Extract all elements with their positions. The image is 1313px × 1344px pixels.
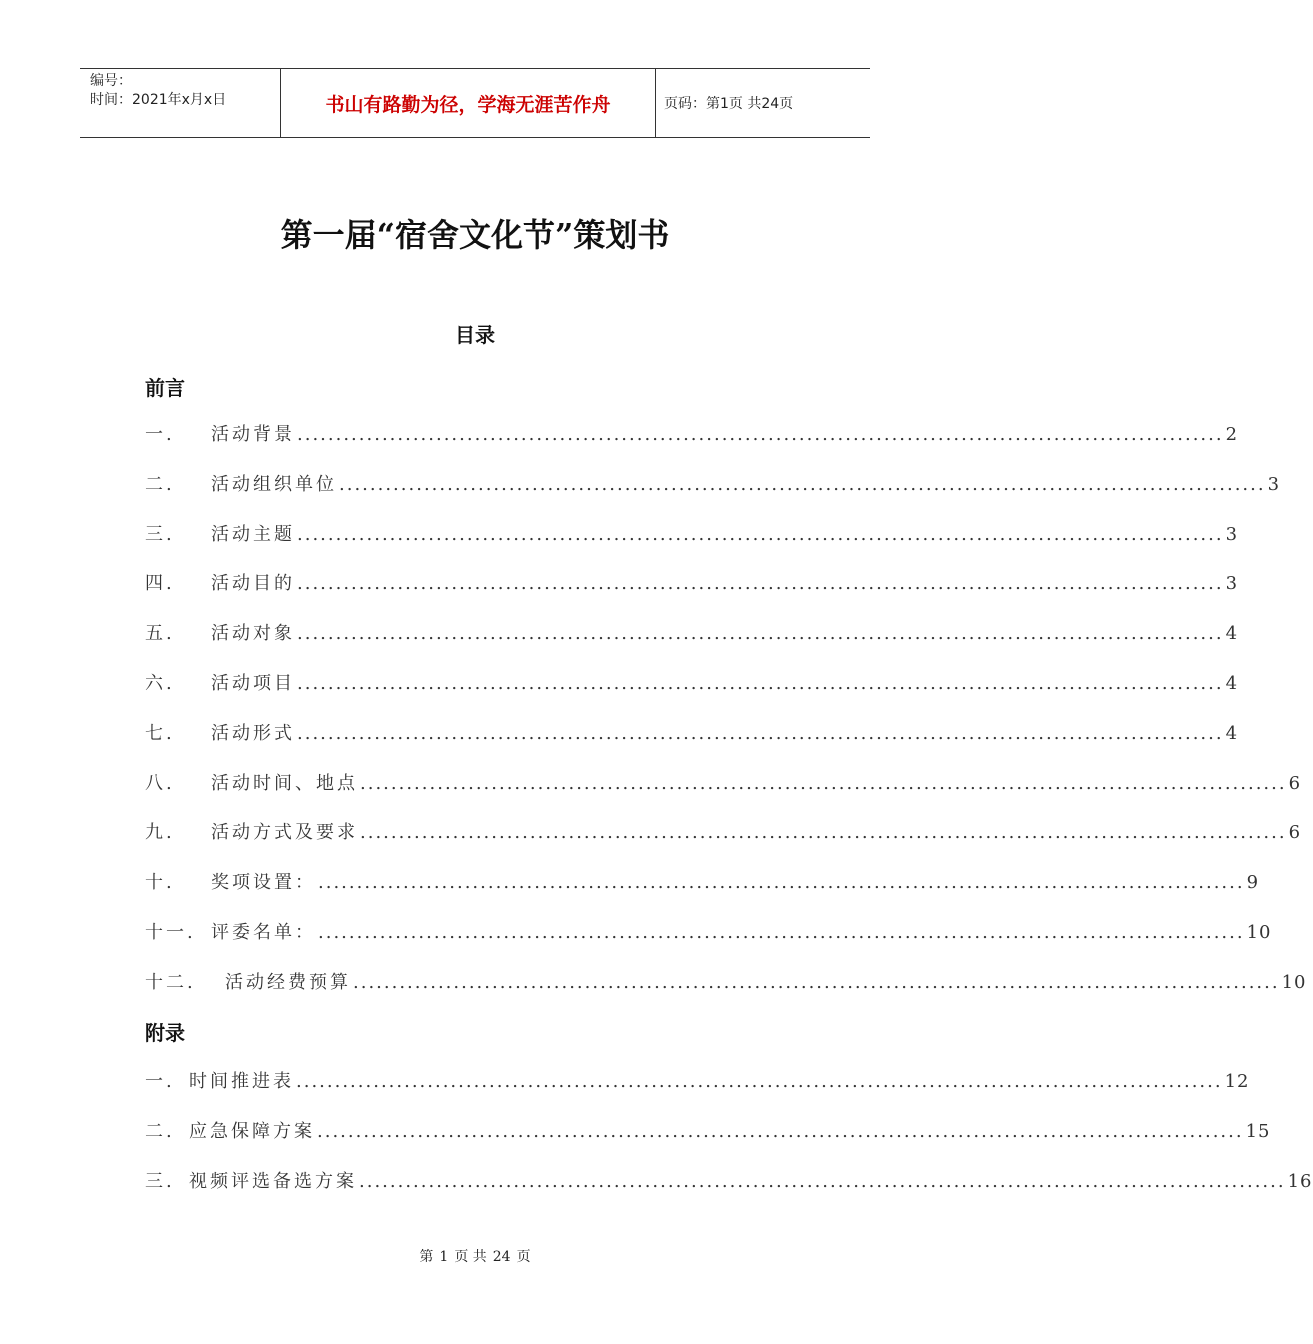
toc-entry-page: 3 [1225, 523, 1239, 545]
toc-entry-number: 五. [145, 623, 175, 645]
toc-entry-number: 八. [145, 772, 175, 794]
toc-entry[interactable] [145, 520, 1239, 546]
toc-leader-dots: ........................................................................................................................ [297, 573, 1224, 595]
page-header [80, 68, 870, 138]
toc-entry-label: 活动方式及要求 [211, 822, 358, 844]
toc-entry-label: 活动目的 [211, 573, 295, 595]
toc-entry-page: 4 [1225, 722, 1239, 744]
toc-entry-number: 三. [145, 523, 175, 545]
toc-leader-dots: ........................................................................................................................ [318, 922, 1245, 943]
toc-leader-dots: ........................................................................................................................ [297, 722, 1224, 744]
toc-entry-page: 4 [1225, 673, 1239, 694]
toc-leader-dots: ........................................................................................................................ [317, 1121, 1244, 1142]
toc-entry-page: 9 [1246, 872, 1260, 894]
toc-entry-page: 3 [1267, 473, 1281, 495]
toc-entry[interactable] [145, 1167, 1313, 1193]
header-meta-cell [80, 69, 280, 137]
toc-entry-number: 七. [145, 722, 175, 744]
toc-leader-dots: ........................................................................................................................ [353, 971, 1280, 993]
footer-total-pages: 24 [492, 1249, 511, 1265]
toc-entry[interactable] [145, 868, 1260, 894]
toc-entry-page: 15 [1245, 1121, 1271, 1142]
toc-entry-label: 活动时间、地点 [211, 772, 358, 794]
toc-leader-dots: ........................................................................................................................ [297, 424, 1224, 445]
footer-suffix: 页 [516, 1249, 531, 1265]
toc-entry[interactable] [145, 719, 1239, 745]
toc-entry[interactable] [145, 569, 1239, 595]
toc-entry-number: 六. [145, 673, 175, 694]
toc-leader-dots: ........................................................................................................................ [339, 473, 1266, 495]
toc-entry[interactable] [145, 1117, 1271, 1143]
section-preface: 前言 [145, 376, 185, 400]
header-page-info: 页码：第1页 共24页 [664, 96, 794, 112]
toc-entry[interactable] [145, 1067, 1250, 1093]
toc-entry-number: 三. [145, 1171, 175, 1192]
toc-leader-dots: ........................................................................................................................ [297, 623, 1224, 645]
toc-entry-number: 一. [145, 424, 175, 445]
toc-leader-dots: ........................................................................................................................ [297, 523, 1224, 545]
toc-entry-label: 活动主题 [211, 523, 295, 545]
toc-leader-dots: ........................................................................................................................ [360, 822, 1287, 844]
toc-entry-label: 视频评选备选方案 [189, 1171, 357, 1192]
toc-entry-label: 活动项目 [211, 673, 295, 694]
toc-leader-dots: ........................................................................................................................ [360, 772, 1287, 794]
toc-entry[interactable] [145, 918, 1272, 944]
document-title: 第一届“宿舍文化节”策划书 [280, 216, 670, 254]
number-label: 编号： [90, 73, 132, 89]
toc-entry-label: 活动形式 [211, 722, 295, 744]
toc-leader-dots: ........................................................................................................................ [296, 1071, 1223, 1092]
toc-entry-number: 二. [145, 1121, 175, 1142]
footer-mid: 页 共 [454, 1249, 487, 1265]
toc-entry-number: 十. [145, 872, 175, 894]
toc-entry-page: 3 [1225, 573, 1239, 595]
toc-entry-number: 十二. [145, 971, 196, 993]
toc-entry-label: 活动经费预算 [225, 971, 351, 993]
toc-entry[interactable] [145, 968, 1307, 994]
toc-entry[interactable] [145, 470, 1281, 496]
toc-entry-page: 10 [1281, 971, 1307, 993]
toc-entry-page: 10 [1246, 922, 1272, 943]
toc-entry[interactable] [145, 669, 1239, 695]
header-motto: 书山有路勤为径，学海无涯苦作舟 [280, 69, 656, 137]
toc-leader-dots: ........................................................................................................................ [297, 673, 1224, 694]
toc-leader-dots: ........................................................................................................................ [359, 1171, 1286, 1192]
toc-entry-page: 12 [1224, 1071, 1250, 1092]
toc-entry-label: 应急保障方案 [189, 1121, 315, 1142]
toc-entry-label: 奖项设置： [211, 872, 316, 894]
toc-entry[interactable] [145, 619, 1239, 645]
toc-entry-number: 一. [145, 1071, 175, 1092]
toc-entry-label: 活动组织单位 [211, 473, 337, 495]
toc-entry-number: 九. [145, 822, 175, 844]
toc-entry[interactable] [145, 420, 1239, 446]
toc-entry-page: 16 [1287, 1171, 1313, 1192]
toc-entry-page: 4 [1225, 623, 1239, 645]
toc-entry-page: 6 [1288, 822, 1302, 844]
toc-entry[interactable] [145, 818, 1302, 844]
toc-leader-dots: ........................................................................................................................ [318, 872, 1245, 894]
toc-entry-label: 活动对象 [211, 623, 295, 645]
toc-entry[interactable] [145, 769, 1302, 795]
toc-entry-page: 2 [1225, 424, 1239, 445]
toc-entry-page: 6 [1288, 772, 1302, 794]
toc-entry-number: 四. [145, 573, 175, 595]
page-footer [0, 1246, 950, 1266]
section-appendix: 附录 [145, 1021, 185, 1045]
footer-current-page: 1 [439, 1249, 449, 1265]
toc-entry-number: 十一. [145, 922, 196, 943]
toc-heading: 目录 [455, 323, 495, 347]
footer-prefix: 第 [419, 1249, 434, 1265]
toc-entry-label: 时间推进表 [189, 1071, 294, 1092]
time-label: 时间：2021年x月x日 [90, 92, 227, 108]
toc-entry-label: 活动背景 [211, 424, 295, 445]
toc-entry-number: 二. [145, 473, 175, 495]
toc-entry-label: 评委名单： [211, 922, 316, 943]
